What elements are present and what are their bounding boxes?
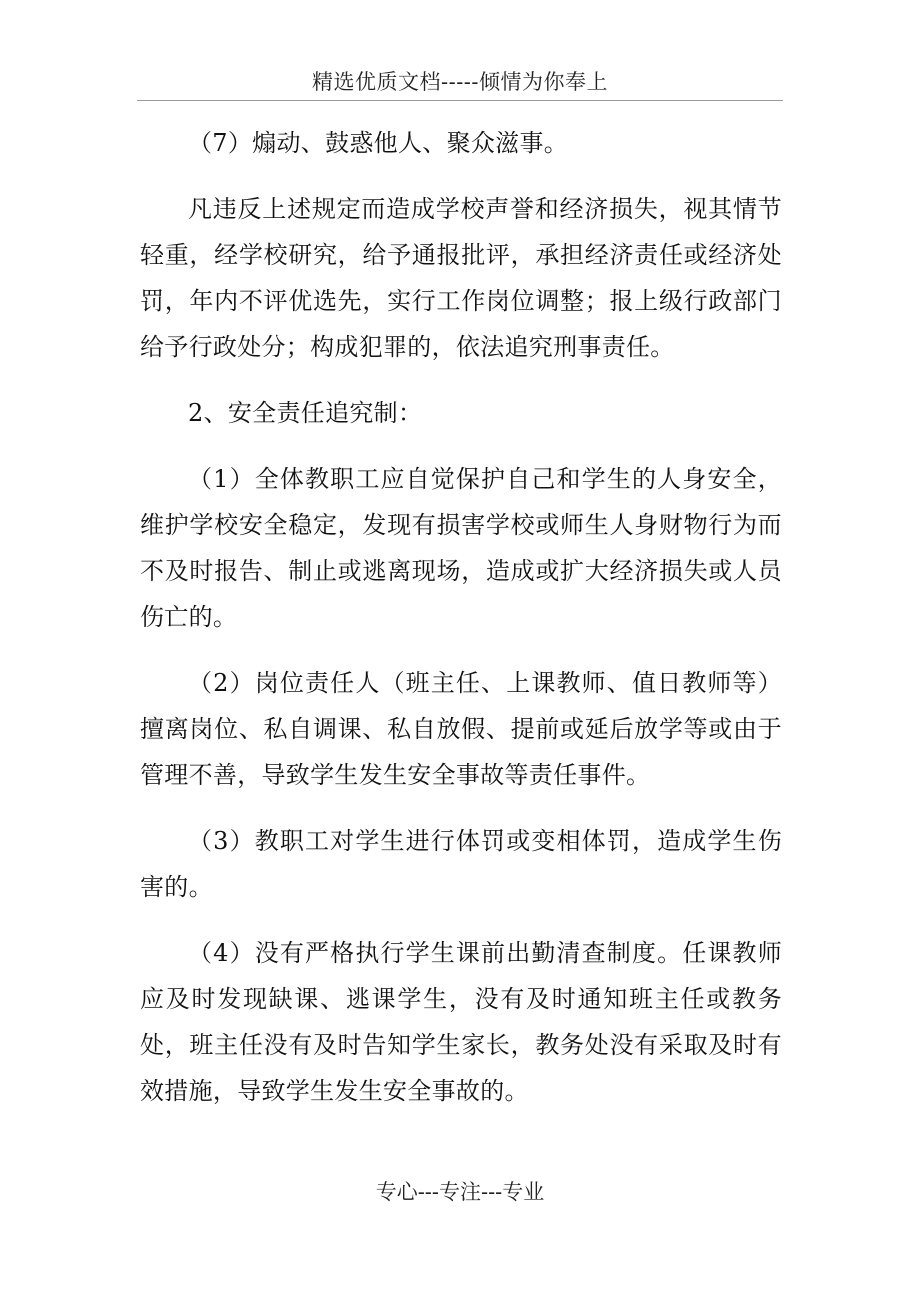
header-divider bbox=[137, 100, 783, 101]
paragraph-item-1: （1）全体教职工应自觉保护自己和学生的人身安全，维护学校安全稳定，发现有损害学校或师生人身财物行为而不及时报告、制止或逃离现场，造成或扩大经济损失或人员伤亡的。 bbox=[140, 465, 782, 631]
page-footer: 专心---专注---专业 bbox=[375, 1180, 545, 1204]
paragraph-item-4: （4）没有严格执行学生课前出勤清查制度。任课教师应及时发现缺课、逃课学生，没有及时通知班主任或教务处，班主任没有及时告知学生家长，教务处没有采取及时有效措施，导致学生发生安全事故的。 bbox=[140, 939, 782, 1105]
section-heading-safety-accountability: 2、安全责任追究制： bbox=[188, 399, 423, 427]
page-header: 精选优质文档-----倾情为你奉上 bbox=[312, 70, 608, 94]
paragraph-violation-consequences: 凡违反上述规定而造成学校声誉和经济损失，视其情节轻重，经学校研究，给予通报批评，承担经济责任或经济处罚，年内不评优选先，实行工作岗位调整；报上级行政部门给予行政处分；构成犯罪的，依法追究刑事责任。 bbox=[140, 195, 782, 361]
paragraph-item-7: （7）煽动、鼓惑他人、聚众滋事。 bbox=[188, 129, 569, 157]
paragraph-item-3: （3）教职工对学生进行体罚或变相体罚，造成学生伤害的。 bbox=[140, 827, 782, 901]
paragraph-item-2: （2）岗位责任人（班主任、上课教师、值日教师等）擅离岗位、私自调课、私自放假、提前或延后放学等或由于管理不善，导致学生发生安全事故等责任事件。 bbox=[140, 669, 782, 789]
document-body bbox=[140, 120, 782, 1134]
